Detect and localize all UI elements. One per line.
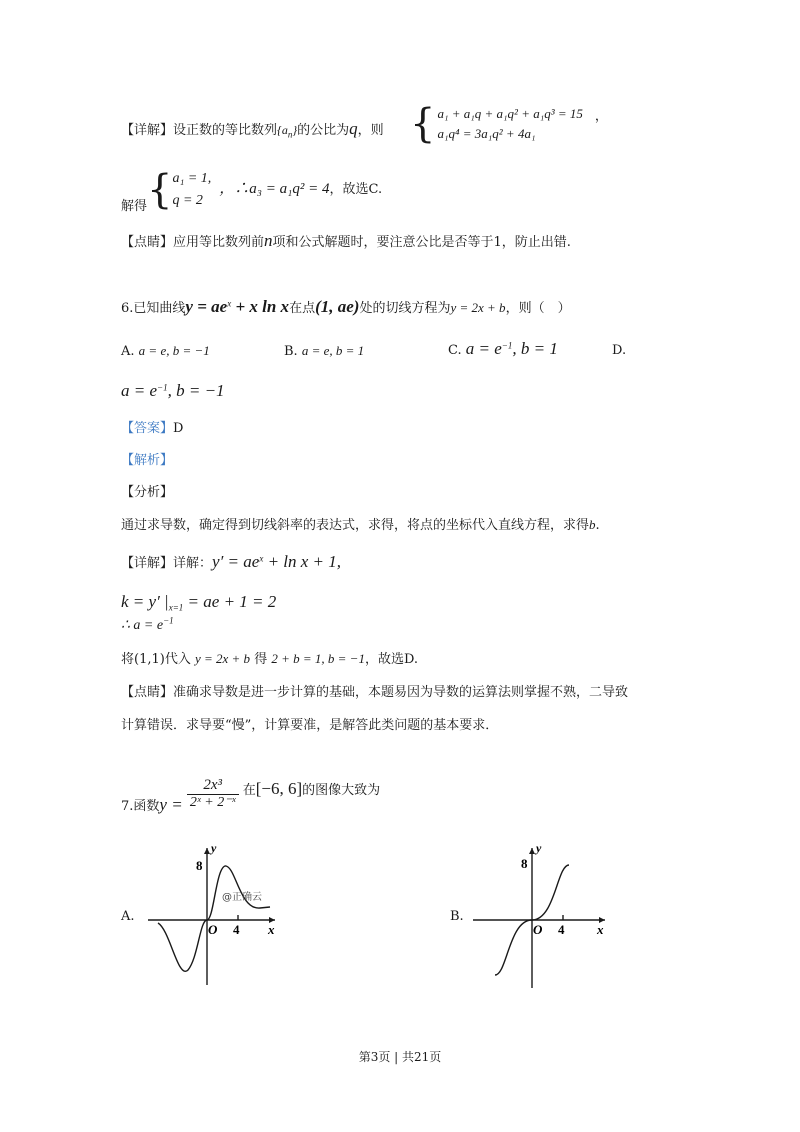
system-eq-2: a₁q⁴ = 3a₁q² + 4a₁ [437,126,536,142]
graph-a-y-tick: 8 [196,858,203,873]
detail-line-1 [121,119,384,140]
q6-option-b: B. a = e, b = 1 [284,343,365,359]
solve-eq-1: a₁ = 1, [172,171,212,186]
ratio-q: q [349,119,358,138]
q6-substitute: 将(1,1)代入 y = 2x + b 得 2 + b = 1, b = −1，故选D. [121,651,419,667]
graph-b-x-label: x [597,922,604,937]
q6-detail: 【详解】详解：$y' = ae^x + \ln x + 1$, [121,552,342,571]
graph-a-watermark: @正确云 [222,892,262,903]
derivative: y′ = ae [212,552,260,571]
comment-1-n: n [264,231,273,250]
q6-at-point: 在点 [289,301,316,316]
graph-a-x-label: x [268,922,275,937]
q6-fenxi-text: 通过求导数，确定得到切线斜率的表达式，求得，将点的坐标代入直线方程，求得b. [121,517,600,533]
q6-curve: y = ae [185,297,228,316]
q6-curve-rest: + x ln x [231,297,290,316]
seq-a: {a [277,123,288,137]
comment-1-label: 【点睛】 [121,235,174,250]
detail-text-a: 设正数的等比数列 [173,123,278,138]
option-d-text: a = e [121,381,158,400]
system-comma: ， [594,108,608,124]
detail-text-c: ，则 [357,123,384,138]
detail-system: { a₁ + a₁q + a₁q² + a₁q³ = 15 a₁q⁴ = 3a₁q² + 4a₁， [410,101,608,148]
solve-mid: ，∴a₃ = a₁q² = 4 [219,181,330,198]
answer-value: D [173,421,184,436]
answer-label: 【答案】 [121,421,174,436]
detail-label: 【详解】 [121,123,174,138]
q6-stem: 6.已知曲线$y = ae^x + x$ ln x在点(1, ae)处的切线方程为y = 2x + b，则（ ） [121,297,571,316]
option-c-text: a = e [465,339,502,358]
page-footer: 第3页 | 共21页 [358,1050,442,1064]
q6-comment-2: 计算错误．求导要“慢”，计算要准，是解答此类问题的基本要求． [121,718,499,733]
q7-fraction: $\frac{\text{2x³}}{\text{2ˣ + 2⁻ˣ}}$ [187,778,239,810]
analysis-label: 【解析】 [121,453,174,468]
q6-option-d: $a = e^{-1}$, b = −1 [121,381,225,400]
q6-analysis [121,454,173,467]
graph-b [465,840,615,990]
graph-b-y-tick: 8 [521,856,528,871]
q6-option-c: C. $a = e^{-1}$, b = 1 [448,339,558,358]
graph-a-origin: O [208,922,218,937]
graph-b-label: B. [450,909,464,924]
detail-text-b: 的公比为 [297,123,350,138]
q6-tangent-eq: y = 2x + b [450,300,506,315]
seq-sub: n [287,129,293,140]
q6-k-line: k = y′ $|_{x=1}$ = ae + 1 = 2 [121,592,277,613]
graph-b-x-tick: 4 [558,922,565,937]
solve-suffix: ，故选C. [329,182,383,198]
q6-therefore: ∴ $a = e^{-1}$ [121,615,174,633]
graph-a-x-tick: 4 [233,922,240,937]
option-b-text: a = e, b = 1 [301,343,365,358]
comment-1-text2: 项和公式解题时，要注意公比是否等于1，防止出错. [272,235,571,250]
q7-stem: 7.函数y = $\frac{\text{2x³}}{\text{2ˣ + 2⁻ˣ}}$ 在[−6, 6]的图像大致为 [121,777,381,814]
option-a-text: a = e, b = −1 [138,343,210,358]
graph-a [140,840,290,990]
graph-b-origin: O [533,922,543,937]
q6-option-d-label: D. [612,343,627,358]
graph-a-y-label: y [211,841,217,855]
system-eq-1: a₁ + a₁q + a₁q² + a₁q³ = 15 [437,106,583,121]
q6-answer [121,422,183,435]
q6-point: (1, ae) [315,297,360,316]
q6-comment-1: 【点睛】准确求导数是进一步计算的基础，本题易因为导数的运算法则掌握不熟，二导致 [121,685,629,700]
q6-then: ，则（ ） [505,301,571,316]
comment-1 [121,232,571,249]
graph-a-label: A. [121,909,135,924]
q6-tangent: 处的切线方程为 [359,301,451,316]
q6-fenxi-label: 【分析】 [121,485,174,500]
q6-option-a: A. a = e, b = −1 [121,343,210,359]
comment-1-text: 应用等比数列前 [173,235,265,250]
solve-eq-2: q = 2 [172,192,203,208]
graph-b-y-label: y [536,841,542,855]
solve-prefix: 解得 [121,199,148,215]
solve-line: 解得{a₁ = 1, q = 2，∴a₃ = a₁q² = 4，故选C. [121,166,383,215]
graph-a-curve [158,866,270,971]
q6-prefix: 6.已知曲线 [121,301,186,316]
seq-end: } [292,123,298,137]
